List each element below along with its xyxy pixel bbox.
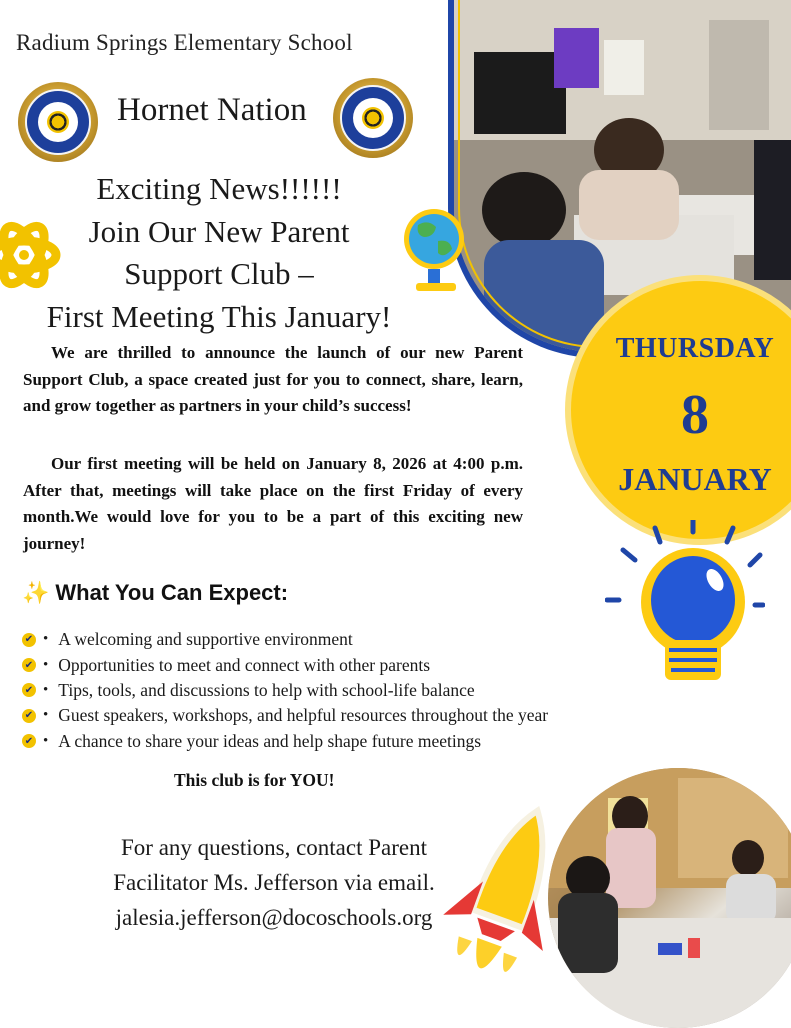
headline-line-3: Support Club – xyxy=(124,256,314,291)
date-weekday: THURSDAY xyxy=(615,333,775,364)
headline-line-4: First Meeting This January! xyxy=(46,298,392,334)
list-item: ✔ • Tips, tools, and discussions to help with school-life balance xyxy=(22,678,548,703)
contact-line-2: Facilitator Ms. Jefferson via email. xyxy=(113,870,435,895)
contact-line-1: For any questions, contact Parent xyxy=(121,835,427,860)
expect-heading xyxy=(22,580,288,606)
school-name: Radium Springs Elementary School xyxy=(16,30,353,55)
date-day: 8 xyxy=(681,384,709,446)
classroom-photo-bottom xyxy=(548,768,791,1028)
sparkles-icon: ✨ xyxy=(22,580,50,605)
closing-line: This club is for YOU! xyxy=(174,770,335,790)
headline xyxy=(14,168,424,338)
headline-line-1: Exciting News!!!!!! xyxy=(96,171,342,206)
expect-list xyxy=(22,627,548,754)
school-seal-right xyxy=(333,78,413,158)
lightbulb-icon xyxy=(605,520,765,690)
date-month: JANUARY xyxy=(618,461,772,497)
expect-heading-text: What You Can Expect: xyxy=(55,580,289,605)
contact-block xyxy=(64,830,484,935)
contact-email: jalesia.jefferson@docoschools.org xyxy=(115,905,433,930)
list-item: ✔ • Opportunities to meet and connect with other parents xyxy=(22,652,548,677)
check-icon: ✔ xyxy=(22,683,36,697)
list-item: ✔ • A chance to share your ideas and help shape future meetings xyxy=(22,729,548,754)
check-icon: ✔ xyxy=(22,633,36,647)
list-item: ✔ • A welcoming and supportive environment xyxy=(22,627,548,652)
check-icon: ✔ xyxy=(22,709,36,723)
headline-line-2: Join Our New Parent xyxy=(88,213,350,249)
intro-paragraph: We are thrilled to announce the launch of our new Parent Support Club, a space created just for you to connect, share, learn, and grow together as partners in your child’s success! xyxy=(23,343,523,415)
check-icon: ✔ xyxy=(22,734,36,748)
check-icon: ✔ xyxy=(22,658,36,672)
list-item: ✔ • Guest speakers, workshops, and helpful resources throughout the year xyxy=(22,703,548,728)
meeting-paragraph: Our first meeting will be held on January 8, 2026 at 4:00 p.m. After that, meetings will take place on the first Friday of every month.We would love for you to be a part of this exciting new journey! xyxy=(23,454,523,553)
classroom-photo-bottom-illustration xyxy=(548,768,791,1028)
tagline: Hornet Nation xyxy=(117,92,307,128)
school-seal-left xyxy=(18,82,98,162)
